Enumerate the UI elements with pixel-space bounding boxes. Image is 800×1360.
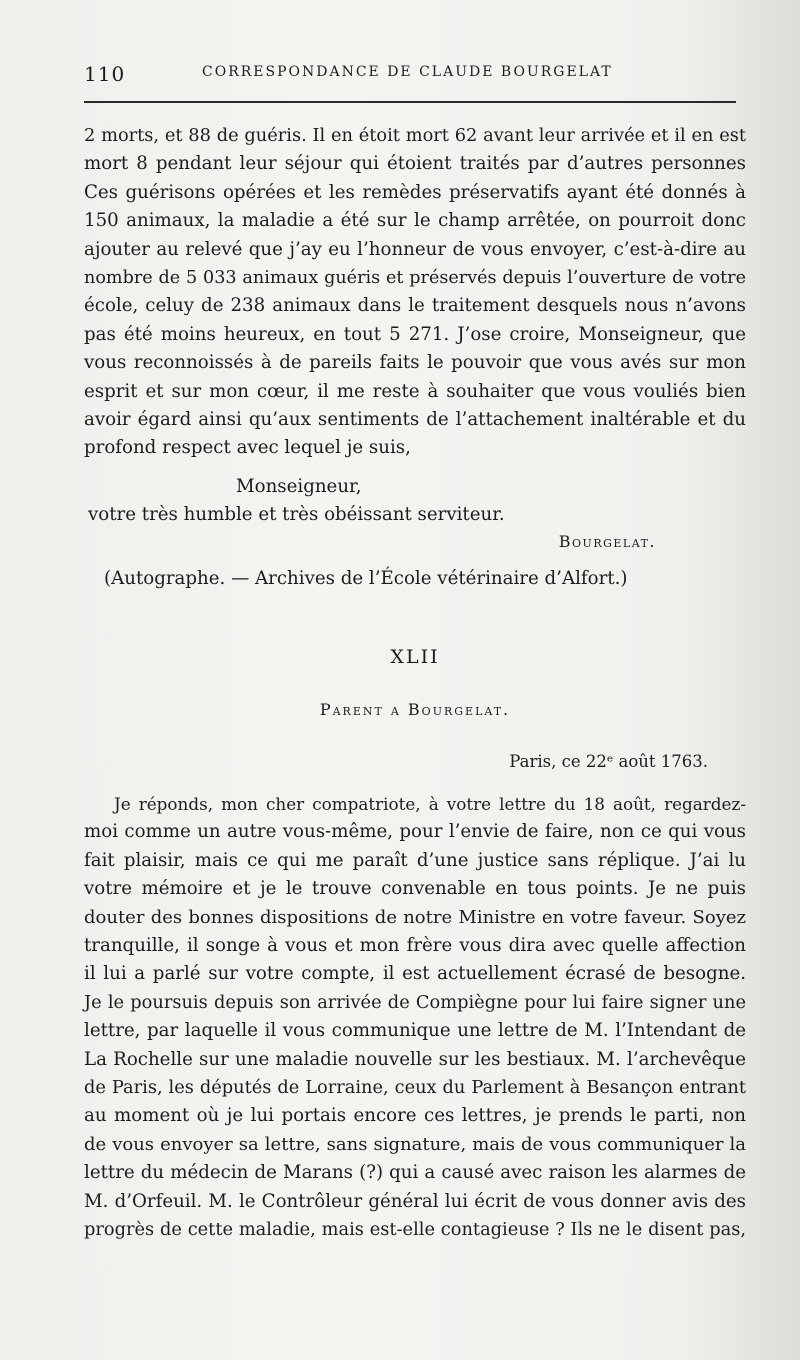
closing-formula: votre très humble et très obéissant serviteur. — [88, 504, 505, 525]
signature: Bourgelat. — [558, 532, 656, 551]
text-line: douter des bonnes dispositions de notre Ministre en votre faveur. Soyez — [84, 906, 746, 928]
page-header — [84, 60, 736, 90]
text-line: nombre de 5 033 animaux guéris et préservés depuis l’ouverture de votre — [84, 268, 746, 289]
text-line: tranquille, il songe à vous et mon frère vous dira avec quelle affection — [84, 935, 746, 957]
text-line: progrès de cette maladie, mais est-elle contagieuse ? Ils ne le disent pas, — [84, 1219, 746, 1241]
text-line: au moment où je lui portais encore ces lettres, je prends le parti, non — [84, 1105, 746, 1127]
text-line: de Paris, les députés de Lorraine, ceux du Parlement à Besançon entrant — [84, 1077, 746, 1099]
letter-title: Parent a Bourgelat. — [319, 700, 511, 719]
text-line: fait plaisir, mais ce qui me paraît d’une justice sans réplique. J’ai lu — [84, 849, 746, 871]
text-line: moi comme un autre vous-même, pour l’envie de faire, non ce qui vous — [84, 821, 746, 843]
text-line: profond respect avec lequel je suis, — [84, 437, 411, 459]
text-line: vous reconnoissés à de pareils faits le pouvoir que vous avés sur mon — [84, 352, 746, 374]
salutation: Monseigneur, — [236, 476, 362, 497]
text-line: 2 morts, et 88 de guéris. Il en étoit mort 62 avant leur arrivée et il en est — [84, 125, 746, 146]
text-line: Je réponds, mon cher compatriote, à votre lettre du 18 août, regardez- — [114, 794, 746, 814]
text-line: ajouter au relevé que j’ay eu l’honneur de vous envoyer, c’est-à-dire au — [84, 238, 746, 260]
running-head: CORRESPONDANCE DE CLAUDE BOURGELAT — [202, 64, 613, 80]
section-numeral: XLII — [390, 646, 440, 668]
source-note: (Autographe. — Archives de l’École vétérinaire d’Alfort.) — [104, 568, 628, 589]
text-line: il lui a parlé sur votre compte, il est actuellement écrasé de besogne. — [84, 963, 746, 985]
text-line: de vous envoyer sa lettre, sans signature, mais de vous communiquer la — [84, 1133, 746, 1155]
text-line: votre mémoire et je le trouve convenable en tous points. Je ne puis — [84, 878, 746, 900]
text-line: 150 animaux, la maladie a été sur le champ arrêtée, on pourroit donc — [84, 210, 746, 232]
dateline: Paris, ce 22ᵉ août 1763. — [509, 752, 708, 771]
text-line: La Rochelle sur une maladie nouvelle sur les bestiaux. M. l’archevêque — [84, 1048, 746, 1070]
text-line: lettre du médecin de Marans (?) qui a causé avec raison les alarmes de — [84, 1162, 746, 1184]
text-line: lettre, par laquelle il vous communique une lettre de M. l’Intendant de — [84, 1020, 746, 1042]
text-line: avoir égard ainsi qu’aux sentiments de l’attachement inaltérable et du — [84, 409, 746, 431]
header-rule — [84, 101, 736, 103]
text-line: esprit et sur mon cœur, il me reste à souhaiter que vous vouliés bien — [84, 380, 746, 402]
text-line: Ces guérisons opérées et les remèdes préservatifs ayant été donnés à — [84, 181, 746, 203]
paragraph-continued — [84, 122, 746, 463]
page-number: 110 — [84, 62, 126, 86]
text-line: M. d’Orfeuil. M. le Contrôleur général lui écrit de vous donner avis des — [84, 1190, 746, 1212]
letter-body — [84, 790, 746, 1245]
text-line: mort 8 pendant leur séjour qui étoient traités par d’autres personnes — [84, 153, 746, 175]
text-line: Je le poursuis depuis son arrivée de Compiègne pour lui faire signer une — [84, 991, 746, 1013]
text-line: pas été moins heureux, en tout 5 271. J’ose croire, Monseigneur, que — [84, 323, 746, 345]
text-line: école, celuy de 238 animaux dans le traitement desquels nous n’avons — [84, 295, 746, 317]
